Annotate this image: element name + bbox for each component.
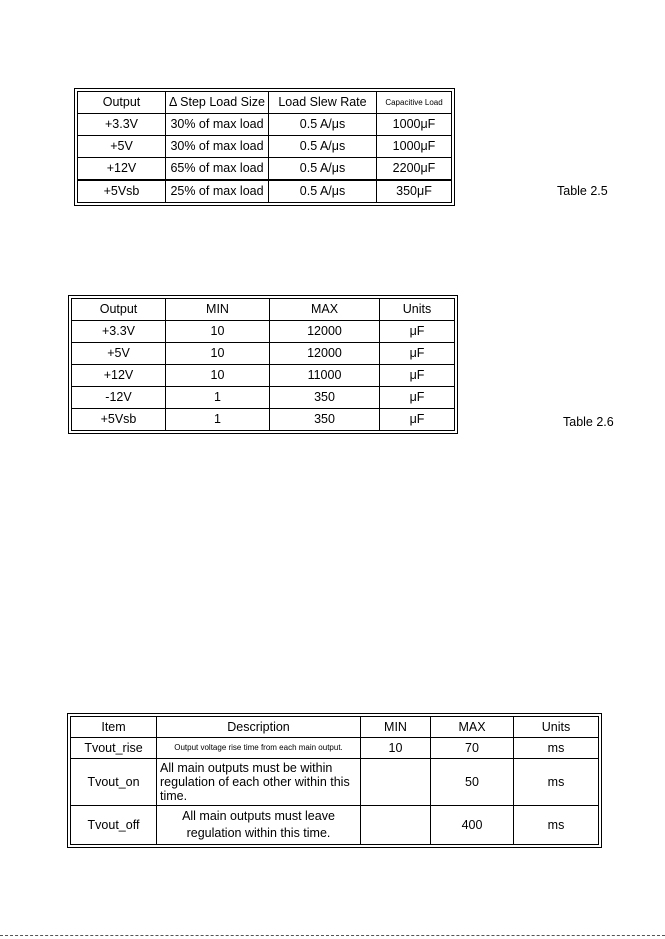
cell-step-load: 25% of max load xyxy=(166,180,269,202)
header-item: Item xyxy=(71,717,157,738)
table-2-5 xyxy=(77,91,452,203)
table-row xyxy=(71,806,598,844)
table-row xyxy=(72,365,454,387)
cell-item: Tvout_on xyxy=(71,759,157,806)
cell-output: -12V xyxy=(72,387,166,409)
cell-max: 350 xyxy=(270,387,380,409)
cell-item: Tvout_off xyxy=(71,806,157,844)
cell-step-load: 30% of max load xyxy=(166,114,269,136)
table-2-6-caption: Table 2.6 xyxy=(563,415,614,429)
cell-step-load: 30% of max load xyxy=(166,136,269,158)
cell-slew-rate: 0.5 A/μs xyxy=(269,180,377,202)
cell-output: +5Vsb xyxy=(78,180,166,202)
table-row xyxy=(72,387,454,409)
cell-output: +12V xyxy=(72,365,166,387)
cell-units: ms xyxy=(547,817,565,832)
header-max: MAX xyxy=(270,299,380,321)
table-row xyxy=(78,180,451,202)
header-load-slew-rate: Load Slew Rate xyxy=(269,92,377,114)
table-header-row xyxy=(71,717,598,738)
page-bottom-rule xyxy=(0,935,665,936)
cell-description: All main outputs must leave regulation within this time. xyxy=(157,806,361,844)
cell-slew-rate: 0.5 A/μs xyxy=(269,114,377,136)
cell-min xyxy=(361,759,431,806)
cell-description: Output voltage rise time from each main output. xyxy=(157,738,361,759)
cell-units: μF xyxy=(380,343,454,365)
cell-output: +3.3V xyxy=(78,114,166,136)
cell-max: 350 xyxy=(270,409,380,430)
table-2-6 xyxy=(71,298,455,431)
cell-description: All main outputs must be within regulation of each other within this time. xyxy=(157,759,361,806)
cell-max: 70 xyxy=(431,738,514,759)
table-header-row xyxy=(72,299,454,321)
cell-step-load: 65% of max load xyxy=(166,158,269,180)
cell-units: ms xyxy=(514,759,598,806)
cell-output: +12V xyxy=(78,158,166,180)
cell-slew-rate: 0.5 A/μs xyxy=(269,158,377,180)
table-row xyxy=(78,114,451,136)
header-capacitive-load: Capacitive Load xyxy=(377,92,451,114)
header-max: MAX xyxy=(431,717,514,738)
table-row xyxy=(78,136,451,158)
cell-capacitive-load: 1000μF xyxy=(377,114,451,136)
table-row xyxy=(72,343,454,365)
table-row xyxy=(71,759,598,806)
cell-max: 11000 xyxy=(270,365,380,387)
header-units: Units xyxy=(380,299,454,321)
table-row xyxy=(78,158,451,180)
cell-units: μF xyxy=(409,412,425,427)
cell-min: 10 xyxy=(166,321,270,343)
header-min: MIN xyxy=(361,717,431,738)
header-units: Units xyxy=(514,717,598,738)
cell-min xyxy=(361,806,431,844)
cell-max: 12000 xyxy=(270,321,380,343)
header-min: MIN xyxy=(166,299,270,321)
cell-units: ms xyxy=(514,738,598,759)
cell-capacitive-load: 1000μF xyxy=(377,136,451,158)
cell-max: 400 xyxy=(431,806,514,844)
cell-units: μF xyxy=(380,365,454,387)
table-header-row xyxy=(78,92,451,114)
cell-units: μF xyxy=(380,387,454,409)
cell-output: +5V xyxy=(72,343,166,365)
cell-units: μF xyxy=(380,321,454,343)
cell-output: +5V xyxy=(78,136,166,158)
table-row xyxy=(72,409,454,430)
cell-min: 10 xyxy=(166,343,270,365)
cell-capacitive-load: 2200μF xyxy=(377,158,451,180)
cell-min: 1 xyxy=(166,409,270,430)
cell-max: 12000 xyxy=(270,343,380,365)
header-output: Output xyxy=(78,92,166,114)
cell-item: Tvout_rise xyxy=(71,738,157,759)
table-2-5-caption: Table 2.5 xyxy=(557,184,608,198)
cell-max: 50 xyxy=(431,759,514,806)
table-row xyxy=(71,738,598,759)
header-step-load-size: Δ Step Load Size xyxy=(166,92,269,114)
cell-slew-rate: 0.5 A/μs xyxy=(269,136,377,158)
table-row xyxy=(72,321,454,343)
header-description: Description xyxy=(157,717,361,738)
timing-table xyxy=(70,716,599,845)
cell-capacitive-load: 350μF xyxy=(377,180,451,202)
cell-output: +3.3V xyxy=(72,321,166,343)
cell-min: 10 xyxy=(166,365,270,387)
cell-min: 1 xyxy=(166,387,270,409)
cell-output: +5Vsb xyxy=(72,409,166,430)
header-output: Output xyxy=(72,299,166,321)
cell-min: 10 xyxy=(361,738,431,759)
